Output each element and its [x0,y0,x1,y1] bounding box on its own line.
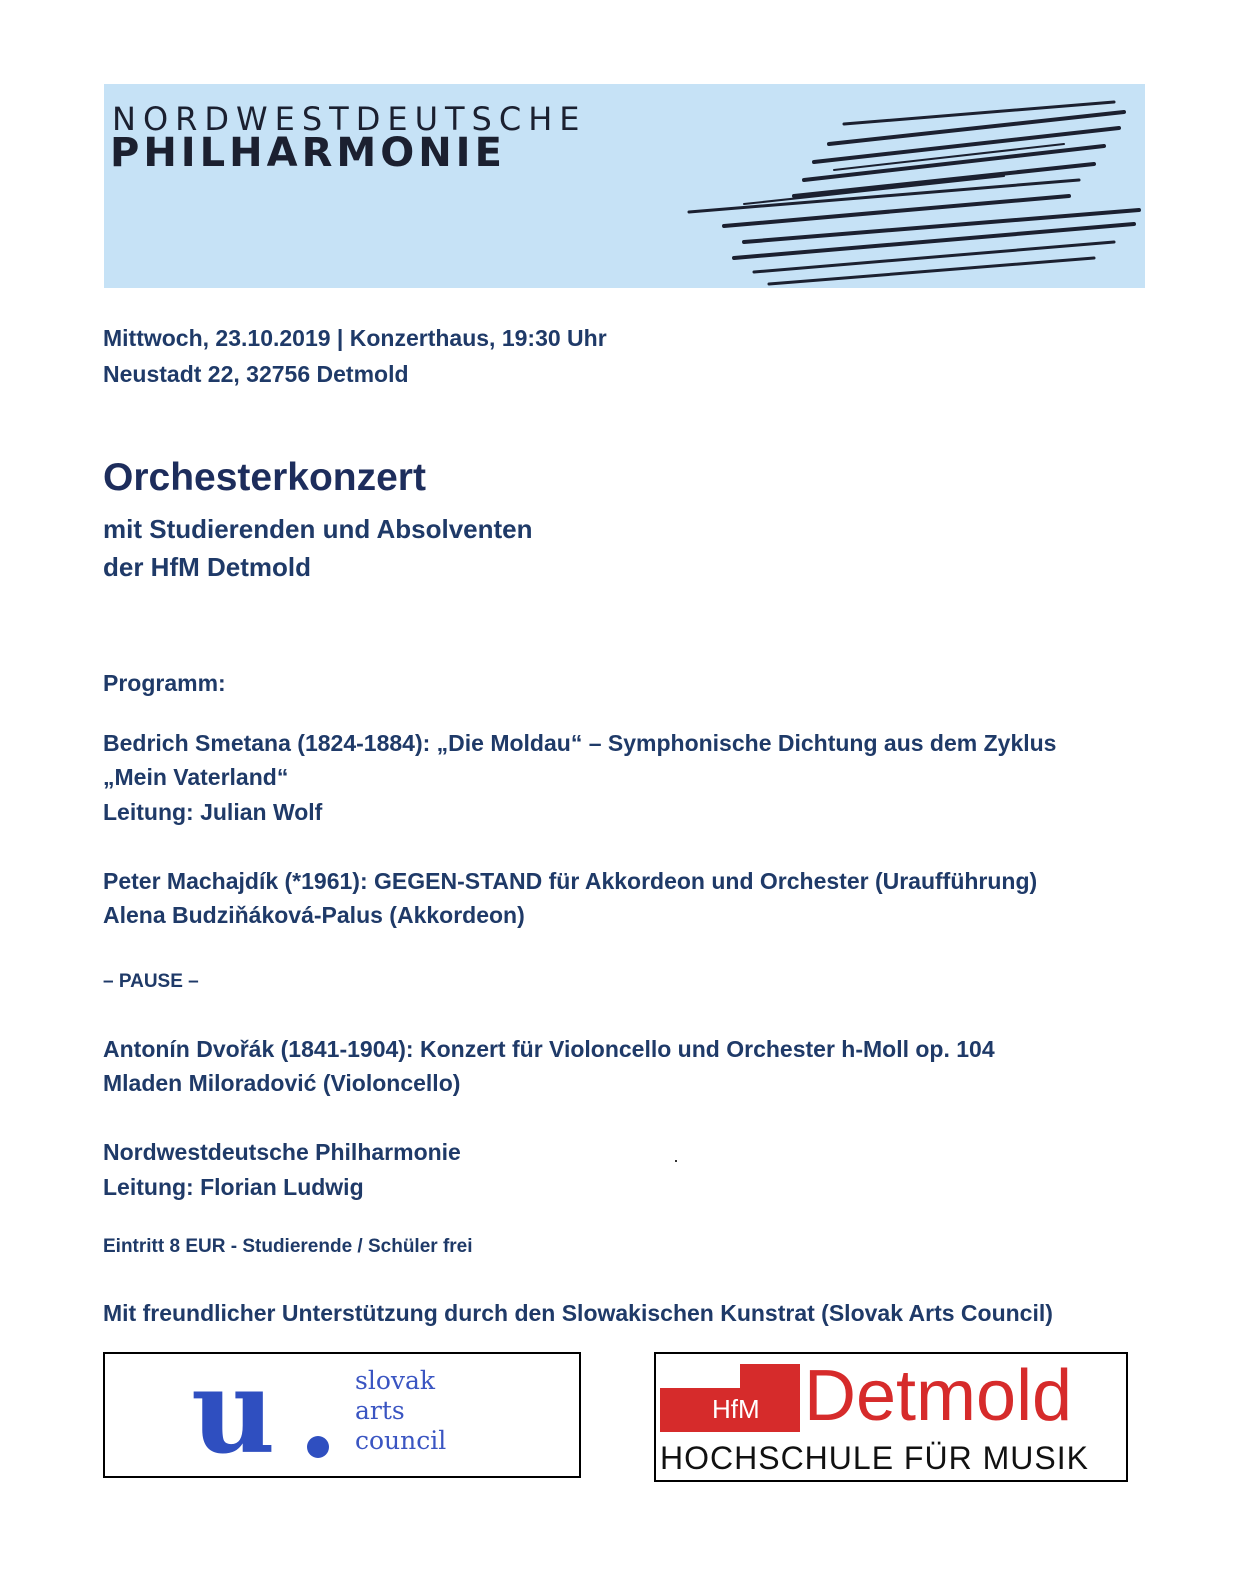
program-line: Antonín Dvořák (1841-1904): Konzert für Violoncello und Orchester h-Moll op. 104 [103,1036,995,1062]
program-line: „Mein Vaterland“ [103,764,289,790]
program-line: Alena Budziňáková-Palus (Akkordeon) [103,902,525,928]
sac-text-line3: council [355,1426,447,1455]
support-note: Mit freundlicher Unterstützung durch den Slowakischen Kunstrat (Slovak Arts Council) [103,1300,1053,1326]
program-line: Peter Machajdík (*1961): GEGEN-STAND für Akkordeon und Orchester (Uraufführung) [103,868,1038,894]
org-name-line1: NORDWESTDEUTSCHE [112,100,587,138]
subtitle-line2: der HfM Detmold [103,552,311,582]
admission-info: Eintritt 8 EUR - Studierende / Schüler frei [103,1236,473,1257]
sac-mark: u [191,1344,276,1480]
sac-text-line2: arts [355,1396,405,1425]
subtitle-line1: mit Studierenden und Absolventen [103,514,533,544]
program-line: Bedrich Smetana (1824-1884): „Die Moldau“ – Symphonische Dichtung aus dem Zyklus [103,730,1057,756]
program-line: Nordwestdeutsche Philharmonie [103,1139,461,1165]
hfm-short-label: HfM [712,1394,760,1424]
hfm-subtitle: HOCHSCHULE FÜR MUSIK [660,1440,1089,1476]
event-address: Neustadt 22, 32756 Detmold [103,361,409,387]
program-label: Programm: [103,670,226,696]
sac-dot-icon [307,1436,329,1458]
slovak-arts-council-logo [103,1344,581,1480]
stray-dot [675,1160,677,1162]
header-banner [104,84,1145,288]
event-date: Mittwoch, 23.10.2019 | Konzerthaus, 19:30 Uhr [103,325,607,351]
pause-marker: – PAUSE – [103,971,199,992]
hfm-detmold-logo [654,1352,1128,1482]
program-line: Mladen Miloradović (Violoncello) [103,1070,461,1096]
org-name-line2: PHILHARMONIE [110,130,506,176]
page-title: Orchesterkonzert [103,456,426,499]
program-line: Leitung: Florian Ludwig [103,1174,364,1200]
program-line: Leitung: Julian Wolf [103,799,323,825]
sac-text-line1: slovak [355,1366,436,1395]
hfm-city-label: Detmold [804,1356,1073,1436]
